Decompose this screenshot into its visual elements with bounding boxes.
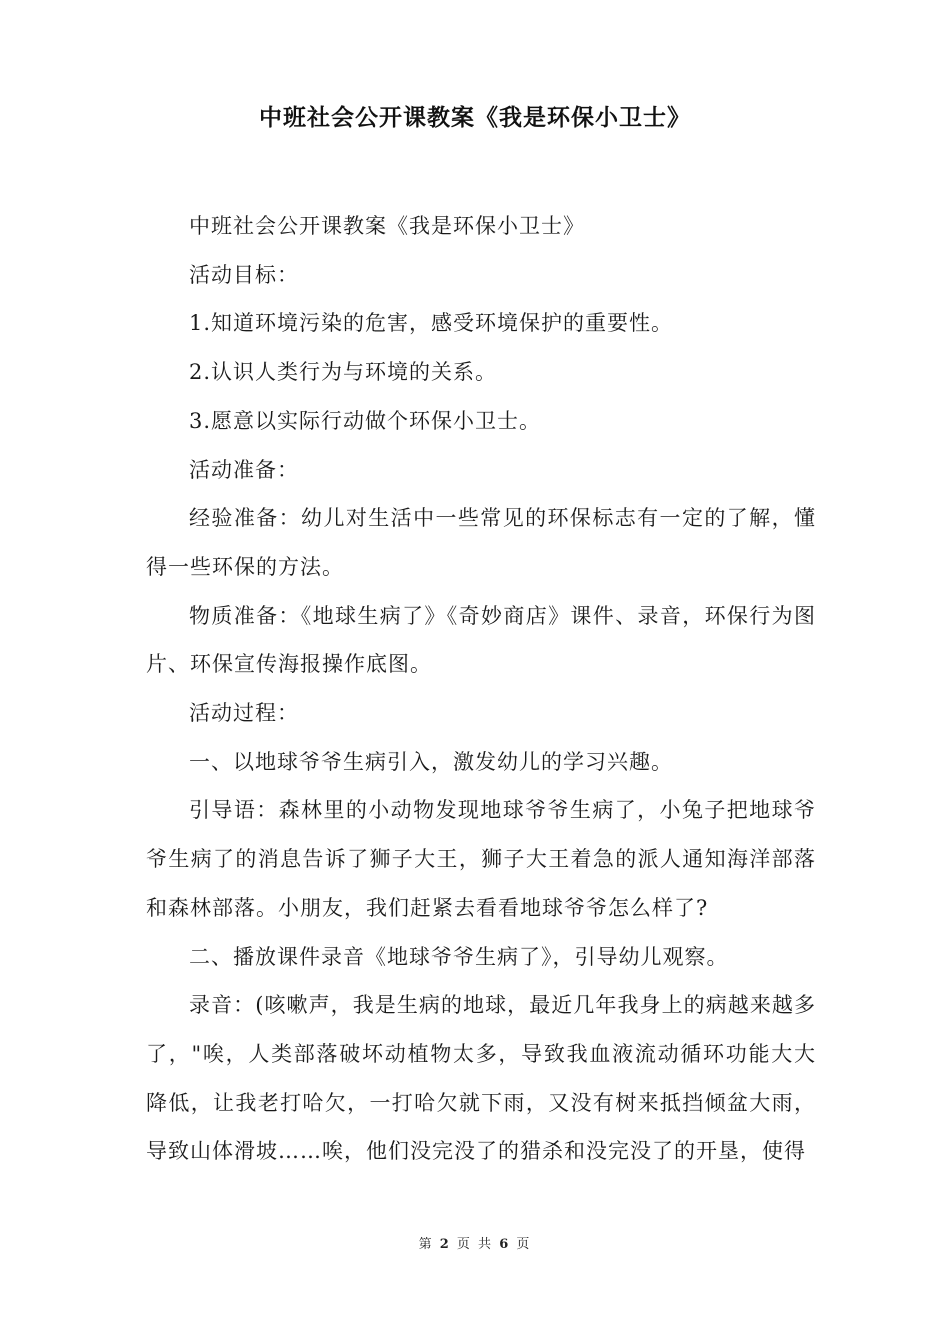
footer-page-number: 2 [439,1237,451,1252]
paragraph-goals-heading: 活动目标： [189,262,299,287]
footer-prefix: 第 [418,1237,434,1252]
document-body [146,202,816,1176]
paragraph-recording: 录音：(咳嗽声，我是生病的地球，最近几年我身上的病越来越多了，"唉，人类部落破坏动植物太多，导致我血液流动循环功能大大降低，让我老打哈欠，一打哈欠就下雨，又没有树来抵挡倾盆大雨，导致山体滑坡……唉，他们没完没了的猎杀和没完没了的开垦，使得 [146,993,816,1164]
document-title: 中班社会公开课教案《我是环保小卫士》 [259,104,691,131]
footer-suffix: 页 [516,1237,532,1252]
paragraph-heading-repeat: 中班社会公开课教案《我是环保小卫士》 [189,214,585,238]
footer-middle: 页 共 [456,1237,494,1252]
paragraph-guide-speech: 引导语：森林里的小动物发现地球爷爷生病了，小兔子把地球爷爷生病了的消息告诉了狮子大王，狮子大王着急的派人通知海洋部落和森林部落。小朋友，我们赶紧去看看地球爷爷怎么样了? [146,798,816,920]
footer-total-pages: 6 [499,1237,511,1252]
paragraph-goal-3: 3.愿意以实际行动做个环保小卫士。 [189,408,542,433]
paragraph-preparation-heading: 活动准备： [189,457,299,482]
paragraph-goal-1: 1.知道环境污染的危害，感受环境保护的重要性。 [189,311,674,336]
paragraph-step-1: 一、以地球爷爷生病引入，激发幼儿的学习兴趣。 [189,749,673,774]
paragraph-step-2: 二、播放课件录音《地球爷爷生病了》，引导幼儿观察。 [189,944,729,969]
paragraph-material-preparation: 物质准备：《地球生病了》《奇妙商店》课件、录音，环保行为图片、环保宣传海报操作底图。 [146,603,816,677]
page-footer [0,1235,950,1255]
paragraph-experience-preparation: 经验准备：幼儿对生活中一些常见的环保标志有一定的了解，懂得一些环保的方法。 [146,506,816,579]
paragraph-goal-2: 2.认识人类行为与环境的关系。 [189,360,498,385]
paragraph-process-heading: 活动过程： [189,701,299,726]
